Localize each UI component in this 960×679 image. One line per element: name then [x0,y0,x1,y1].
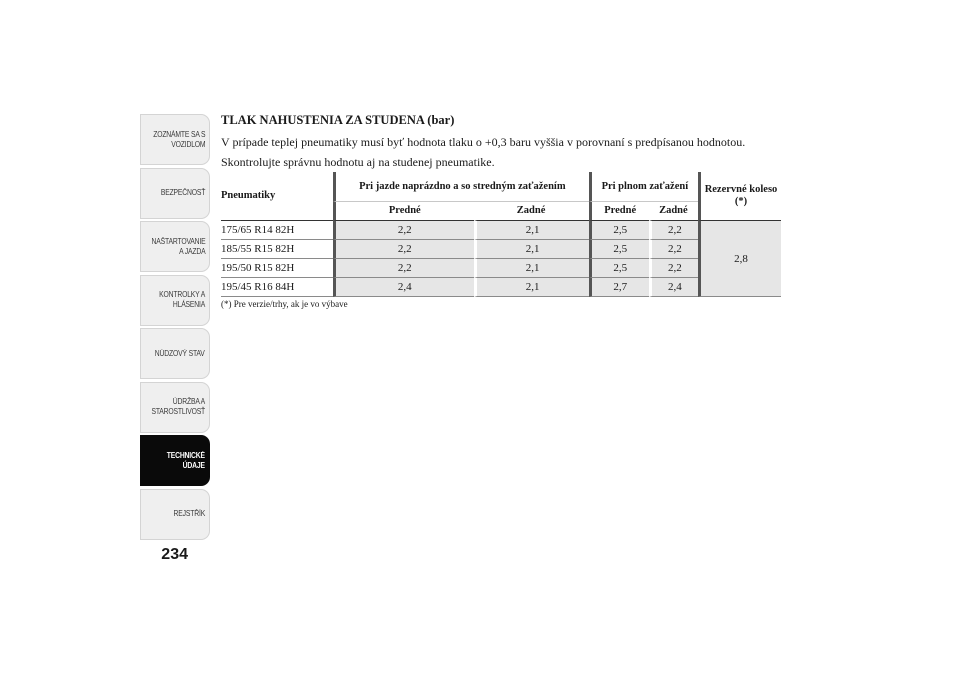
col-header-spare-wheel: Rezervné koleso (*) [698,172,781,220]
table-row [221,240,781,259]
subheader-normal-front: Predné [333,202,474,220]
tab-nastartovanie-a-jazda[interactable] [140,221,210,272]
paragraph-cold-check: Skontrolujte správnu hodnotu aj na studenej pneumatike. [221,155,495,169]
tyre-size: 185/55 R15 82H [221,240,333,259]
col-header-normal-load: Pri jazde naprázdno a so stredným zaťažením [333,172,589,202]
pressure-full-rear: 2,4 [649,278,698,297]
pressure-normal-front: 2,2 [333,220,474,240]
tyre-size: 175/65 R14 82H [221,220,333,240]
subheader-full-front: Predné [589,202,649,220]
tab-bezpecnost[interactable] [140,168,210,219]
table-row [221,259,781,278]
col-header-tyres: Pneumatiky [221,190,276,201]
pressure-full-rear: 2,2 [649,240,698,259]
tyre-size: 195/45 R16 84H [221,278,333,297]
pressure-spare-wheel: 2,8 [698,220,781,297]
tab-label: BEZPEČNOSŤ [160,188,205,197]
tab-rejstrik[interactable] [140,489,210,540]
pressure-normal-rear: 2,1 [474,220,589,240]
table-footnote: (*) Pre verzie/trhy, ak je vo výbave [221,299,348,309]
tab-label: TECHNICKÉ ÚDAJE [166,450,205,470]
table-row [221,220,781,240]
tab-label: ZOZNÁMTE SA S VOZIDLOM [152,129,205,149]
tyre-pressure-table-container [221,172,781,309]
tab-label: ÚDRŽBA A STAROSTLIVOSŤ [151,397,205,416]
pressure-normal-rear: 2,1 [474,240,589,259]
table-row [221,278,781,297]
pressure-full-front: 2,5 [589,259,649,278]
tyre-size: 195/50 R15 82H [221,259,333,278]
page-number: 234 [161,546,188,563]
pressure-full-rear: 2,2 [649,220,698,240]
subheader-normal-rear: Zadné [516,205,546,216]
pressure-normal-rear: 2,1 [474,278,589,297]
pressure-normal-front: 2,2 [333,259,474,278]
tab-udrzba-a-starostlivost[interactable] [140,382,210,433]
pressure-normal-front: 2,2 [333,240,474,259]
tab-label: REJSTŘÍK [173,509,205,518]
tab-label: NÚDZOVÝ STAV [155,348,205,358]
chapter-tabs [140,114,210,542]
tab-zoznamte-sa-s-vozidlom[interactable] [140,114,210,165]
col-header-full-load: Pri plnom zaťažení [589,172,698,202]
section-tyre-pressure [221,113,781,172]
tyre-pressure-table [221,172,781,297]
subheader-full-rear: Zadné [659,205,688,216]
paragraph-warm-tyre: V prípade teplej pneumatiky musí byť hodnota tlaku o +0,3 baru vyššia v porovnaní s predpísanou hodnotou. [221,135,746,149]
tab-kontrolky-a-hlasenia[interactable] [140,275,210,326]
tab-technicke-udaje[interactable] [140,435,210,486]
pressure-full-front: 2,7 [589,278,649,297]
section-title: TLAK NAHUSTENIA ZA STUDENA (bar) [221,113,455,127]
pressure-full-front: 2,5 [589,220,649,240]
tab-label: KONTROLKY A HLÁSENIA [158,290,205,309]
pressure-full-rear: 2,2 [649,259,698,278]
tab-label: NAŠTARTOVANIE A JAZDA [151,236,205,256]
tab-nudzovy-stav[interactable] [140,328,210,379]
pressure-full-front: 2,5 [589,240,649,259]
pressure-normal-rear: 2,1 [474,259,589,278]
pressure-normal-front: 2,4 [333,278,474,297]
